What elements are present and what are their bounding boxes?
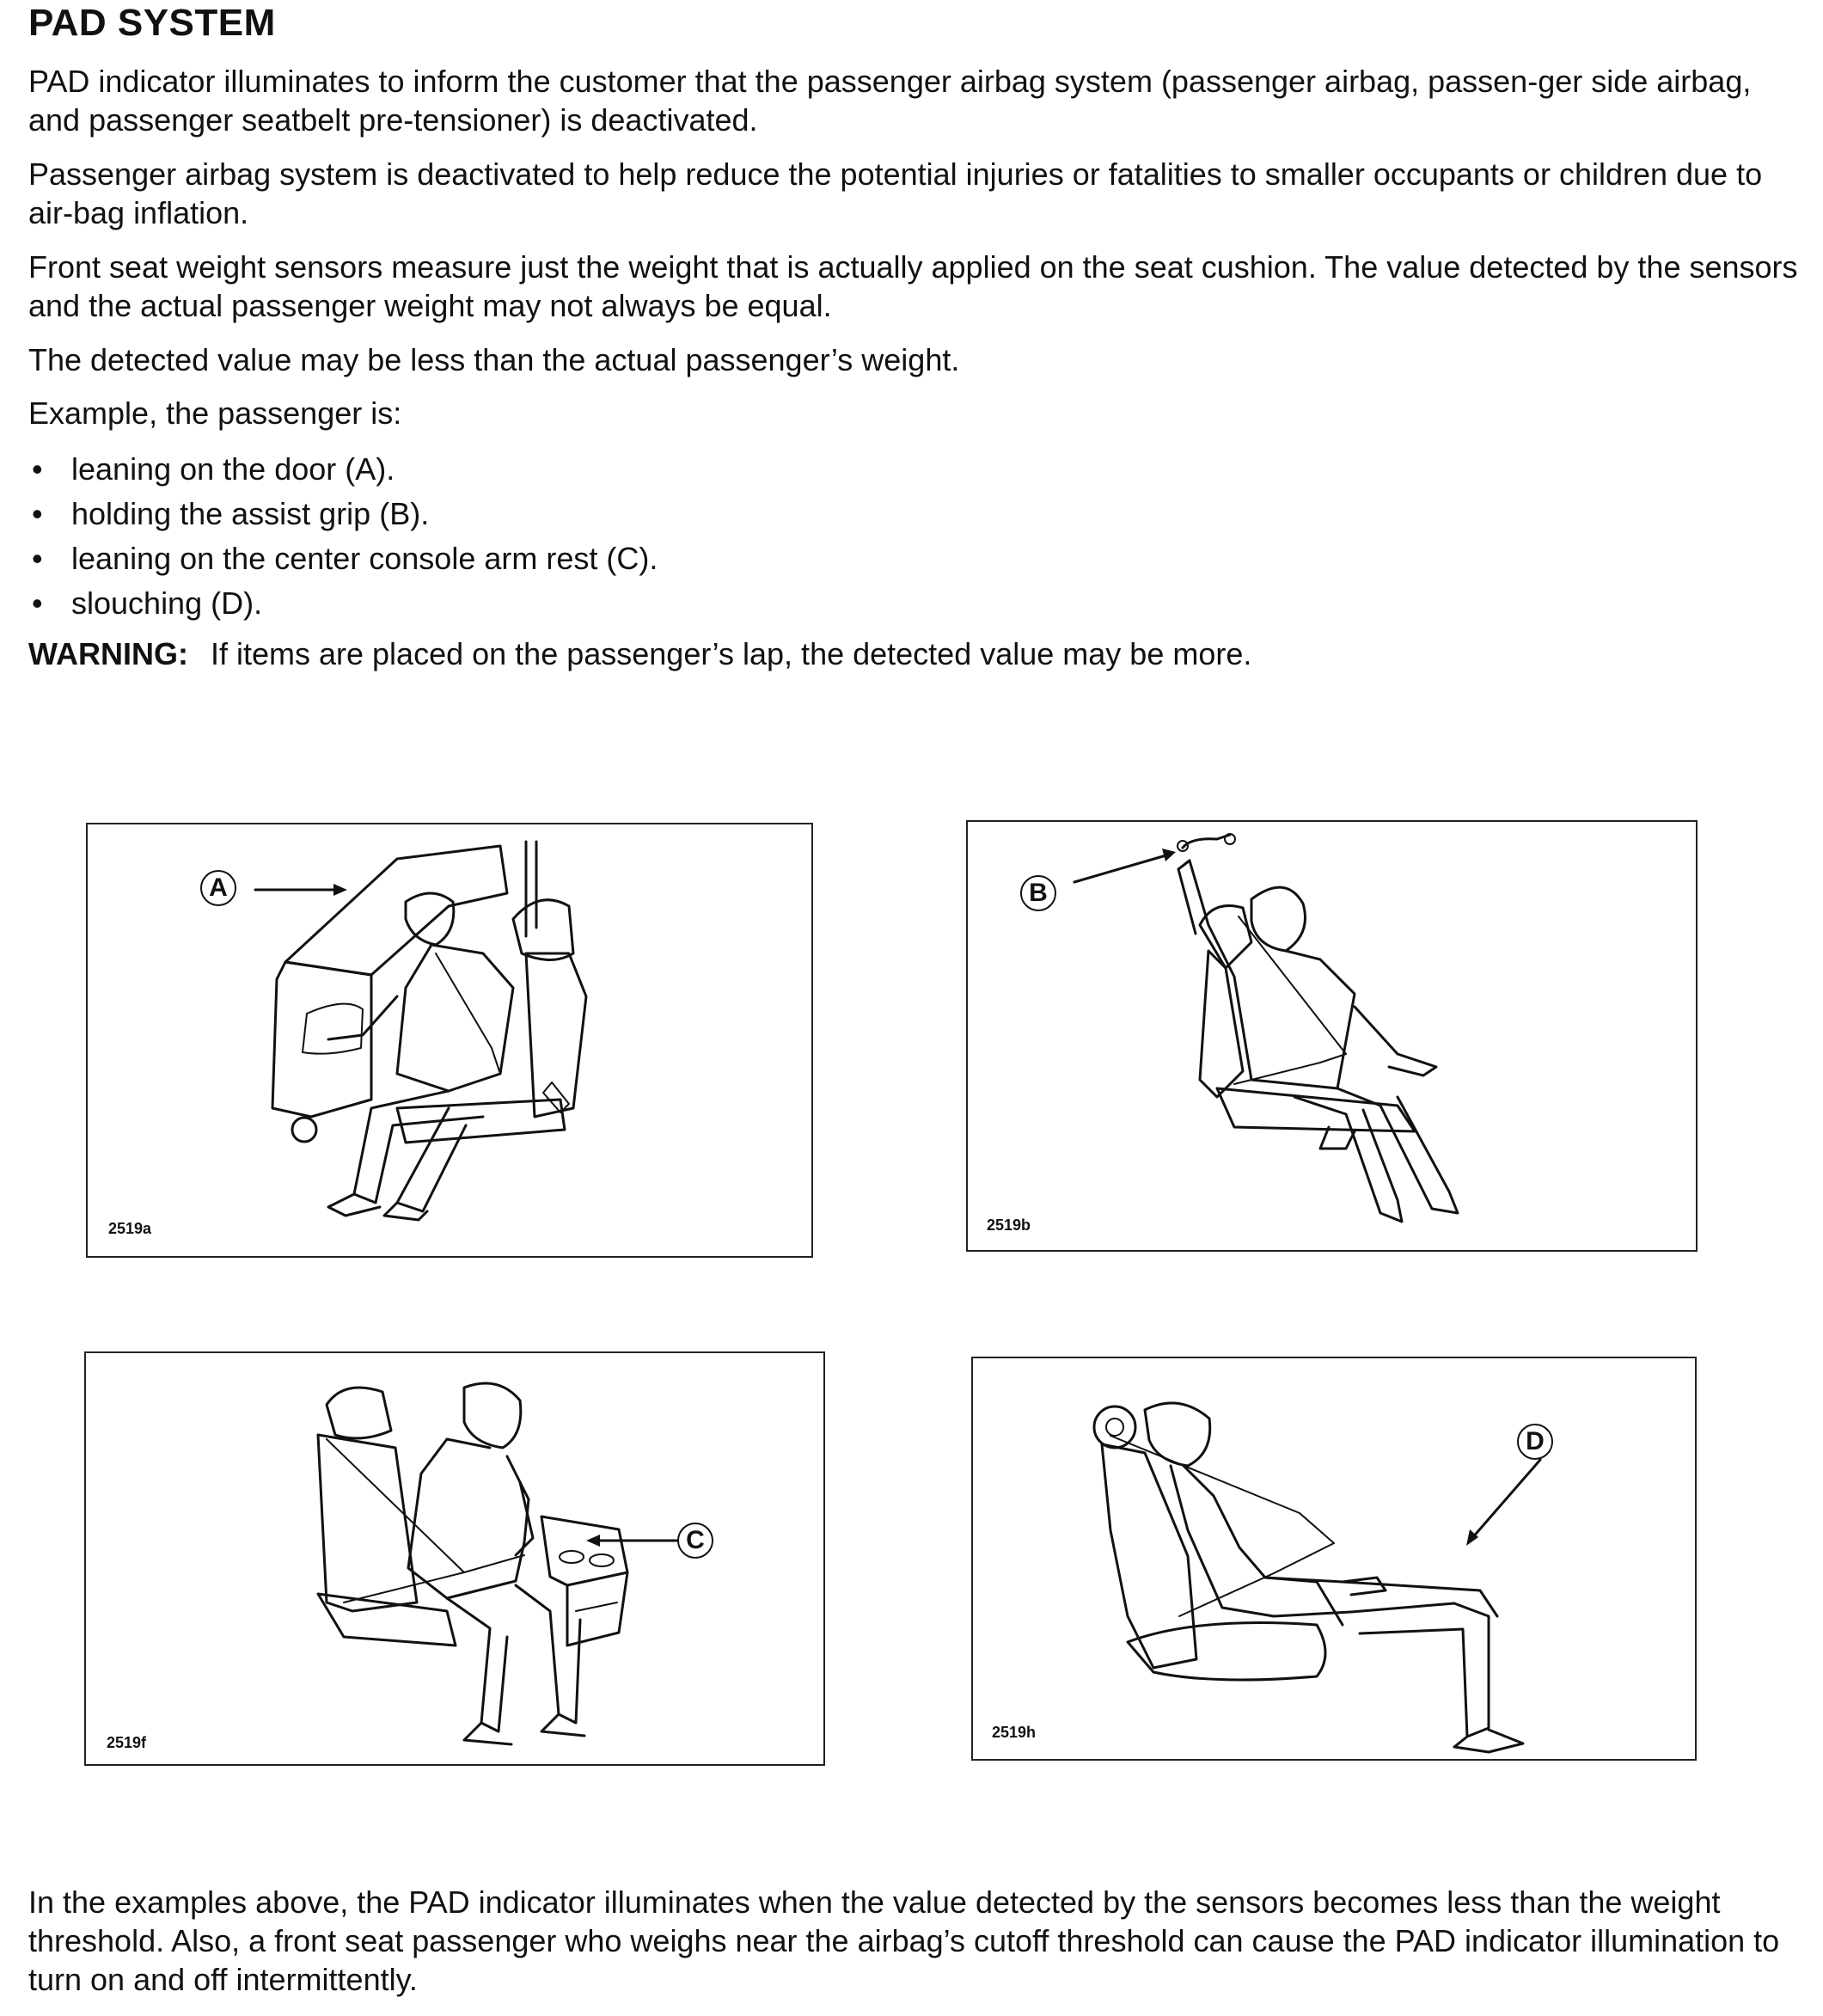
figure-leaning-on-door — [86, 823, 813, 1258]
list-item — [28, 447, 658, 492]
slouching-illustration — [973, 1358, 1695, 1759]
holding-assist-grip-illustration — [968, 822, 1696, 1250]
figure-code: 2519f — [107, 1734, 147, 1751]
list-item — [28, 536, 658, 581]
bullet-icon: • — [32, 496, 43, 531]
paragraph-threshold-explanation: In the examples above, the PAD indicator illuminates when the value detected by the sensors becomes less than the weight threshold. Also, a front seat passenger who weighs near the airbag’s cutoff threshold can cause the PAD indicator illumination to turn on and off intermittently. — [28, 1884, 1780, 1997]
warning-text: If items are placed on the passenger’s lap, the detected value may be more. — [210, 636, 1252, 671]
figure-code: 2519b — [987, 1216, 1031, 1234]
figure-slouching — [971, 1357, 1697, 1761]
warning-note — [28, 634, 1251, 673]
figure-holding-assist-grip — [966, 820, 1698, 1252]
example-list — [28, 447, 658, 626]
bullet-icon: • — [32, 541, 43, 576]
list-item-text: leaning on the door (A). — [71, 451, 395, 487]
figure-code: 2519a — [108, 1220, 152, 1237]
callout-a: A — [200, 870, 236, 906]
figure-leaning-on-armrest — [84, 1351, 825, 1766]
paragraph-deactivation-reason: Passenger airbag system is deactivated to help reduce the potential injuries or fatalities to smaller occupants or children due to air-bag inflation. — [28, 156, 1763, 230]
callout-d: D — [1517, 1424, 1553, 1460]
list-item — [28, 492, 658, 536]
list-item-text: slouching (D). — [71, 585, 263, 621]
paragraph-pad-indicator: PAD indicator illuminates to inform the customer that the passenger airbag system (passenger airbag, passen-ger side airbag, and passenger seatbelt pre-tensioner) is deactivated. — [28, 64, 1752, 138]
list-item-text: holding the assist grip (B). — [71, 496, 430, 531]
bullet-icon: • — [32, 585, 43, 621]
paragraph-weight-sensors: Front seat weight sensors measure just the weight that is actually applied on the seat cushion. The value detected by the sensors and the actual passenger weight may not always be equal. — [28, 249, 1798, 323]
list-item-text: leaning on the center console arm rest (C). — [71, 541, 658, 576]
paragraph-example-intro: Example, the passenger is: — [28, 395, 402, 431]
leaning-on-armrest-illustration — [86, 1353, 823, 1764]
figure-code: 2519h — [992, 1724, 1037, 1741]
list-item — [28, 581, 658, 626]
callout-b: B — [1020, 875, 1056, 911]
callout-c: C — [677, 1523, 713, 1559]
paragraph-detected-less: The detected value may be less than the actual passenger’s weight. — [28, 342, 960, 377]
warning-label: WARNING: — [28, 636, 188, 671]
leaning-on-door-illustration — [88, 824, 811, 1256]
page-title: PAD SYSTEM — [28, 2, 276, 44]
bullet-icon: • — [32, 451, 43, 487]
